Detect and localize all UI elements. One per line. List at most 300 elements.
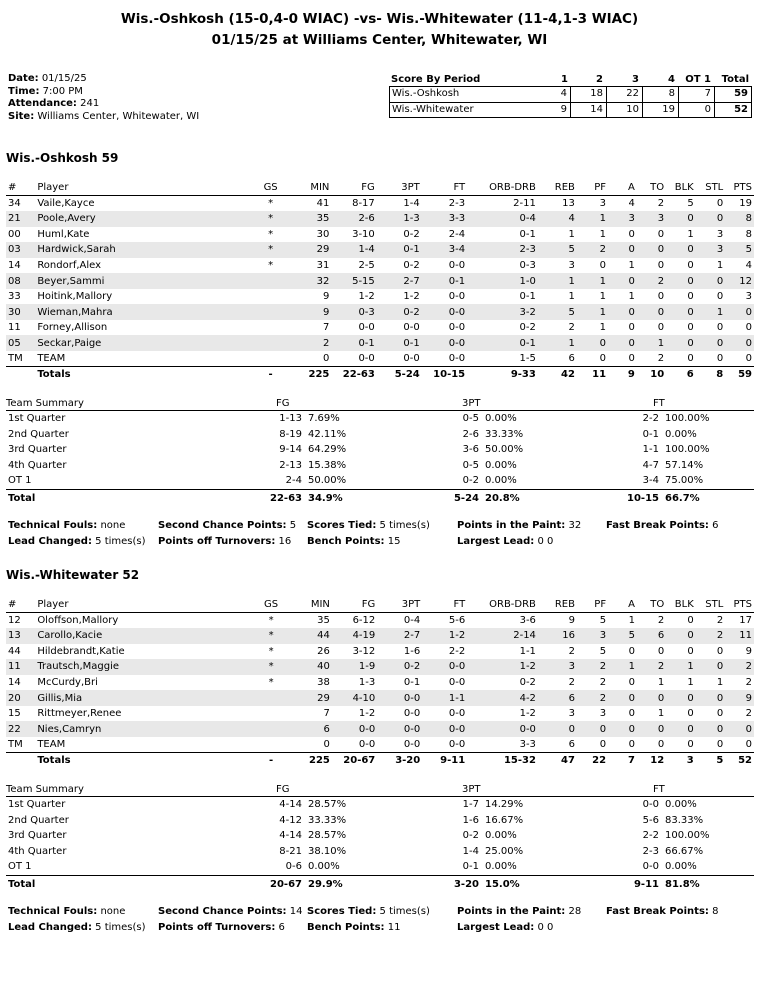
personal-fouls: 0: [577, 721, 608, 737]
fg-made-att: 8-21: [279, 845, 302, 857]
personal-fouls: 0: [599, 353, 607, 365]
jersey-number: 11: [8, 322, 21, 334]
team-summary-row: [6, 859, 754, 875]
period-label: 4th Quarter: [8, 459, 67, 471]
steals: 2: [716, 615, 724, 627]
steals: 0: [716, 708, 724, 720]
player-name: Carollo,Kacie: [35, 628, 249, 644]
games-started: [249, 706, 292, 722]
scores-tied-value: 5 times(s): [379, 520, 430, 531]
scores-tied: [307, 906, 430, 917]
rebounds: 6: [568, 738, 575, 750]
largest-lead: [457, 922, 553, 933]
scores-tied-label: Scores Tied:: [307, 906, 377, 917]
three-pt-made-att: 3-6: [462, 444, 479, 455]
fg-made-att: 4-14: [279, 830, 302, 841]
fg-pct: 15.38%: [308, 459, 347, 471]
technical-fouls-label: Technical Fouls:: [8, 520, 98, 531]
three-pointers: 0-0: [403, 738, 421, 750]
period-header: 4: [668, 74, 675, 85]
field-goals: 0-0: [358, 738, 376, 750]
minutes: 32: [292, 273, 331, 289]
turnovers: 3: [637, 211, 666, 227]
player-row: [6, 196, 754, 212]
player-row: [6, 628, 754, 644]
personal-fouls: 3: [599, 708, 607, 720]
total-personal-fouls: 11: [577, 367, 608, 383]
steals: 0: [716, 738, 724, 750]
personal-fouls: 2: [577, 659, 608, 675]
player-name: TEAM: [37, 353, 66, 365]
games-started: *: [268, 645, 274, 657]
fg-header: FG: [276, 398, 290, 409]
points: 0: [745, 738, 752, 750]
points: 0: [725, 304, 754, 320]
rebounds: 1: [568, 291, 575, 303]
personal-fouls: 0: [599, 260, 607, 271]
turnovers: 0: [657, 738, 665, 750]
minutes: 35: [292, 211, 331, 227]
points-header: PTS: [725, 180, 754, 196]
fast-break-points: [606, 906, 718, 917]
player-row: [6, 613, 754, 629]
points-off-turnovers: [158, 536, 291, 547]
personal-fouls: 2: [577, 242, 608, 258]
score-row-team-1: [389, 87, 752, 103]
fg-pct: 34.9%: [308, 492, 343, 504]
three-pt-pct: 20.8%: [485, 492, 520, 504]
rebounds-off-def: 0-1: [519, 228, 536, 240]
player-row: [6, 644, 754, 660]
jersey-number: 20: [6, 690, 35, 706]
lead-changed: [8, 922, 146, 933]
jersey-number-header: #: [6, 597, 35, 613]
blocks: 0: [687, 738, 694, 750]
fg-pct: 42.11%: [308, 428, 347, 440]
largest-lead-label: Largest Lead:: [457, 536, 535, 547]
fast-break-points-label: Fast Break Points:: [606, 520, 709, 531]
steals: 0: [696, 211, 726, 227]
largest-lead-value: 0 0: [537, 922, 554, 933]
turnovers: 0: [637, 690, 666, 706]
minutes: 7: [323, 708, 330, 720]
rebounds: 6: [538, 690, 577, 706]
ft-made-att: 1-1: [642, 444, 659, 455]
points: 4: [745, 260, 752, 271]
three-pt-pct: 33.33%: [485, 428, 524, 440]
personal-fouls: 2: [599, 677, 607, 688]
box-score-header-row: [6, 180, 754, 196]
jersey-number: 44: [8, 645, 21, 657]
games-started: *: [249, 211, 292, 227]
lead-changed-label: Lead Changed:: [8, 922, 92, 933]
player-name: Seckar,Paige: [35, 335, 249, 351]
ft-made-att: 2-2: [642, 413, 659, 424]
steals: 0: [716, 322, 724, 334]
field-goals: 4-10: [332, 690, 377, 706]
blocks: 0: [687, 260, 694, 271]
three-pointers: 2-7: [377, 273, 422, 289]
turnovers: 2: [637, 659, 666, 675]
personal-fouls: 5: [599, 645, 607, 657]
personal-fouls-header: PF: [577, 180, 608, 196]
jersey-number: TM: [8, 738, 23, 750]
second-chance-points-value: 5: [289, 520, 297, 531]
box-score-table-whitewater: [6, 597, 754, 768]
total-score: 59: [734, 88, 748, 99]
free-throws: 2-3: [448, 198, 466, 210]
player-name: Nies,Camryn: [35, 721, 249, 737]
personal-fouls: 2: [577, 690, 608, 706]
player-row: [6, 304, 754, 320]
free-throws: 0-0: [422, 659, 467, 675]
turnovers: 1: [657, 677, 665, 688]
personal-fouls: 1: [577, 211, 608, 227]
three-pt-made-att: 0-5: [462, 459, 479, 471]
rebounds-off-def: 1-2: [519, 708, 536, 720]
total-rebounds: 47: [538, 752, 577, 768]
assists: 0: [608, 242, 637, 258]
rebounds-off-def: 1-2: [467, 659, 538, 675]
three-pointers: 1-4: [403, 198, 420, 210]
team-summary-total-row: [6, 489, 754, 505]
assists: 0: [608, 273, 637, 289]
second-chance-points: [158, 906, 302, 917]
assists: 3: [608, 211, 637, 227]
games-started: [249, 335, 292, 351]
turnovers: 0: [657, 645, 665, 657]
assists: 0: [628, 353, 635, 365]
field-goals: 4-19: [332, 628, 377, 644]
assists: 0: [628, 677, 635, 688]
team-title-whitewater: Wis.-Whitewater 52: [6, 568, 140, 582]
three-pt-header: 3PT: [462, 784, 481, 795]
points-off-turnovers: [158, 922, 285, 933]
rebounds: 2: [568, 677, 575, 688]
player-row: [6, 737, 754, 753]
technical-fouls: [8, 906, 125, 917]
free-throws: 0-0: [448, 291, 466, 303]
total-three-pointers: 5-24: [377, 367, 422, 383]
steals: 1: [716, 677, 724, 688]
three-pointers: 1-2: [403, 291, 420, 303]
bench-points-value: 11: [387, 922, 401, 933]
score-row-team-2: [389, 103, 752, 119]
team-summary-row: [6, 473, 754, 489]
minutes: 41: [316, 198, 330, 210]
rebounds: 0: [538, 721, 577, 737]
total-assists: 7: [608, 752, 637, 768]
assists: 1: [608, 659, 637, 675]
total-turnovers: 10: [637, 367, 666, 383]
player-name: Hoitink,Mallory: [37, 291, 113, 303]
three-pt-made-att: 5-24: [453, 492, 479, 504]
points-in-paint-label: Points in the Paint:: [457, 520, 566, 531]
player-name: McCurdy,Bri: [37, 677, 98, 688]
field-goals: 1-3: [358, 677, 376, 688]
minutes: 0: [323, 353, 330, 365]
field-goals-header: FG: [332, 597, 377, 613]
player-row: [6, 273, 754, 289]
rebounds: 13: [562, 198, 575, 210]
page-title: Wis.-Oshkosh (15-0,4-0 WIAC) -vs- Wis.-Whitewater (11-4,1-3 WIAC): [120, 11, 639, 27]
games-started: *: [268, 198, 274, 210]
period-header: 1: [561, 74, 568, 85]
turnovers: 1: [657, 708, 665, 720]
period-label: 2nd Quarter: [8, 814, 69, 826]
points-off-turnovers-value: 16: [278, 536, 292, 547]
blocks: 1: [687, 228, 694, 240]
three-pointers: 0-0: [403, 353, 420, 365]
three-pt-pct: 0.00%: [485, 830, 517, 841]
fg-pct: 28.57%: [308, 799, 347, 810]
bench-points-label: Bench Points:: [307, 536, 385, 547]
jersey-number: 03: [6, 242, 35, 258]
jersey-number: 21: [6, 211, 35, 227]
three-pointers: 0-2: [377, 304, 422, 320]
totals-row: [6, 752, 754, 768]
three-pt-made-att: 2-6: [462, 428, 479, 440]
rebounds: 1: [568, 228, 575, 240]
rebounds: 5: [538, 242, 577, 258]
fast-break-points-label: Fast Break Points:: [606, 906, 709, 917]
jersey-number: 13: [6, 628, 35, 644]
fg-made-att: 4-12: [279, 814, 302, 826]
jersey-number: 11: [6, 659, 35, 675]
steals: 2: [696, 628, 726, 644]
team-title-oshkosh: Wis.-Oshkosh 59: [6, 151, 119, 165]
points: 0: [725, 721, 754, 737]
fg-pct: 50.00%: [308, 475, 347, 486]
three-pt-pct: 25.00%: [485, 845, 524, 857]
field-goals: 0-0: [358, 322, 375, 334]
blocks: 0: [687, 645, 694, 657]
three-pointers: 0-2: [403, 260, 420, 271]
points-in-paint-value: 32: [568, 520, 582, 531]
games-started: *: [268, 677, 274, 688]
team-summary-row: [6, 458, 754, 474]
rebounds-header: REB: [538, 597, 577, 613]
assists: 0: [628, 645, 635, 657]
field-goals: 3-12: [352, 645, 376, 657]
minutes: 29: [292, 242, 331, 258]
blocks: 0: [666, 304, 696, 320]
free-throws: 0-0: [422, 335, 467, 351]
jersey-number: TM: [8, 353, 23, 365]
three-pt-pct: 0.00%: [485, 861, 517, 872]
three-pt-made-att: 3-20: [453, 878, 479, 890]
points: 2: [745, 708, 752, 720]
turnovers: 2: [637, 273, 666, 289]
points: 0: [745, 353, 752, 365]
rebounds-off-def: 0-4: [467, 211, 538, 227]
jersey-number: 15: [8, 708, 21, 720]
minutes: 9: [292, 304, 331, 320]
blocks: 0: [666, 242, 696, 258]
team-summary-row: [6, 828, 754, 844]
blocks: 1: [687, 677, 694, 688]
score-by-period-header: [389, 74, 752, 87]
points: 8: [725, 211, 754, 227]
total-three-pointers: 3-20: [377, 752, 422, 768]
player-row: [6, 706, 754, 722]
jersey-number: 14: [8, 677, 21, 688]
jersey-number: 05: [6, 335, 35, 351]
steals: 1: [696, 304, 726, 320]
fg-made-att: 4-14: [279, 799, 302, 810]
ft-pct: 81.8%: [665, 878, 700, 890]
games-started: *: [249, 242, 292, 258]
turnovers: 2: [657, 353, 665, 365]
steals: 0: [696, 690, 726, 706]
steals-header: STL: [696, 597, 726, 613]
blocks: 0: [687, 291, 694, 303]
technical-fouls-label: Technical Fouls:: [8, 906, 98, 917]
box-score-table-oshkosh: [6, 180, 754, 382]
free-throws-header: FT: [422, 597, 467, 613]
field-goals: 1-4: [331, 242, 376, 258]
steals-header: STL: [696, 180, 726, 196]
field-goals: 0-0: [332, 721, 377, 737]
fg-pct: 29.9%: [308, 878, 343, 890]
jersey-number-header: #: [6, 180, 35, 196]
three-pt-pct: 14.29%: [485, 799, 524, 810]
team-summary-row: [6, 427, 754, 443]
technical-fouls: [8, 520, 125, 531]
steals: 0: [716, 645, 724, 657]
largest-lead-value: 0 0: [537, 536, 554, 547]
rebounds-off-def: 0-0: [467, 721, 538, 737]
ft-made-att: 0-1: [642, 428, 659, 440]
team-summary-header: [6, 398, 754, 411]
free-throws: 5-6: [448, 615, 466, 627]
points: 8: [745, 228, 752, 240]
second-chance-points-value: 14: [289, 906, 303, 917]
points: 5: [725, 242, 754, 258]
assists: 0: [608, 721, 637, 737]
fg-made-att: 22-63: [270, 492, 302, 504]
personal-fouls: 1: [599, 228, 607, 240]
rebounds: 1: [538, 335, 577, 351]
points: 0: [745, 322, 752, 334]
player-row: [6, 242, 754, 258]
game-notes-row: [8, 536, 753, 552]
blocks: 0: [666, 721, 696, 737]
points-off-turnovers-label: Points off Turnovers:: [158, 922, 276, 933]
ft-made-att: 10-15: [627, 492, 659, 504]
site-label: Site:: [8, 110, 35, 122]
rebounds: 2: [568, 322, 575, 334]
fg-pct: 0.00%: [308, 861, 340, 872]
steals: 0: [716, 353, 724, 365]
blocks: 0: [687, 322, 694, 334]
points: 11: [725, 628, 754, 644]
points: 3: [745, 291, 752, 303]
rebounds-off-def: 1-5: [519, 353, 536, 365]
player-name: Rittmeyer,Renee: [37, 708, 122, 720]
personal-fouls: 0: [599, 738, 607, 750]
jersey-number: 14: [8, 260, 21, 271]
player-name: Beyer,Sammi: [35, 273, 249, 289]
player-name-header: Player: [35, 180, 249, 196]
player-row: [6, 351, 754, 367]
assists: 1: [628, 291, 635, 303]
personal-fouls: 3: [599, 198, 607, 210]
steals: 0: [716, 198, 724, 210]
game-notes-row: [8, 906, 753, 922]
minutes: 29: [293, 690, 332, 706]
blocks: 1: [666, 659, 696, 675]
games-started: *: [249, 628, 292, 644]
player-name: Trautsch,Maggie: [35, 659, 249, 675]
points: 2: [745, 677, 752, 688]
jersey-number: 00: [8, 228, 21, 240]
total-free-throws: 10-15: [422, 367, 467, 383]
steals: 1: [716, 260, 724, 271]
personal-fouls: 1: [599, 291, 607, 303]
assists-header: A: [608, 597, 637, 613]
field-goals: 6-12: [352, 615, 376, 627]
rebounds-off-def: 3-3: [519, 738, 536, 750]
total-steals: 8: [696, 367, 726, 383]
three-pt-pct: 15.0%: [485, 878, 520, 890]
points-in-paint-value: 28: [568, 906, 582, 917]
total-assists: 9: [608, 367, 637, 383]
turnovers: 1: [637, 335, 666, 351]
free-throws: 0-0: [448, 738, 466, 750]
player-row: [6, 258, 754, 274]
page-subtitle: 01/15/25 at Williams Center, Whitewater, WI: [211, 32, 548, 48]
turnovers: 0: [637, 242, 666, 258]
three-pt-pct: 0.00%: [485, 413, 517, 424]
ft-pct: 100.00%: [665, 413, 710, 424]
games-started: [249, 320, 292, 336]
lead-changed-value: 5 times(s): [95, 922, 146, 933]
three-pt-made-att: 1-6: [462, 814, 479, 826]
blocks-header: BLK: [666, 180, 696, 196]
total-blocks: 6: [666, 367, 696, 383]
personal-fouls: 0: [577, 335, 608, 351]
points-header: PTS: [725, 597, 754, 613]
total-free-throws: 9-11: [422, 752, 467, 768]
games-started: [249, 304, 292, 320]
game-notes-row: [8, 520, 753, 536]
attendance-label: Attendance:: [8, 98, 77, 109]
games-started: [249, 737, 292, 753]
assists: 0: [628, 738, 635, 750]
period-score: 22: [626, 88, 639, 99]
three-pt-pct: 50.00%: [485, 444, 524, 455]
team-summary-header: [6, 784, 754, 797]
game-notes-row: [8, 922, 753, 938]
points-off-turnovers-label: Points off Turnovers:: [158, 536, 276, 547]
three-pointers-header: 3PT: [377, 597, 422, 613]
assists: 5: [608, 628, 637, 644]
ft-pct: 57.14%: [665, 459, 704, 471]
blocks: 0: [687, 708, 694, 720]
player-row: [6, 335, 754, 351]
assists: 1: [628, 260, 635, 271]
steals: 0: [716, 291, 724, 303]
box-score-header-row: [6, 597, 754, 613]
ft-pct: 83.33%: [665, 814, 704, 826]
period-score: 19: [662, 103, 675, 115]
games-started: [249, 690, 292, 706]
blocks: 0: [666, 628, 696, 644]
bench-points: [307, 536, 400, 547]
steals: 0: [696, 659, 726, 675]
steals: 0: [696, 335, 726, 351]
